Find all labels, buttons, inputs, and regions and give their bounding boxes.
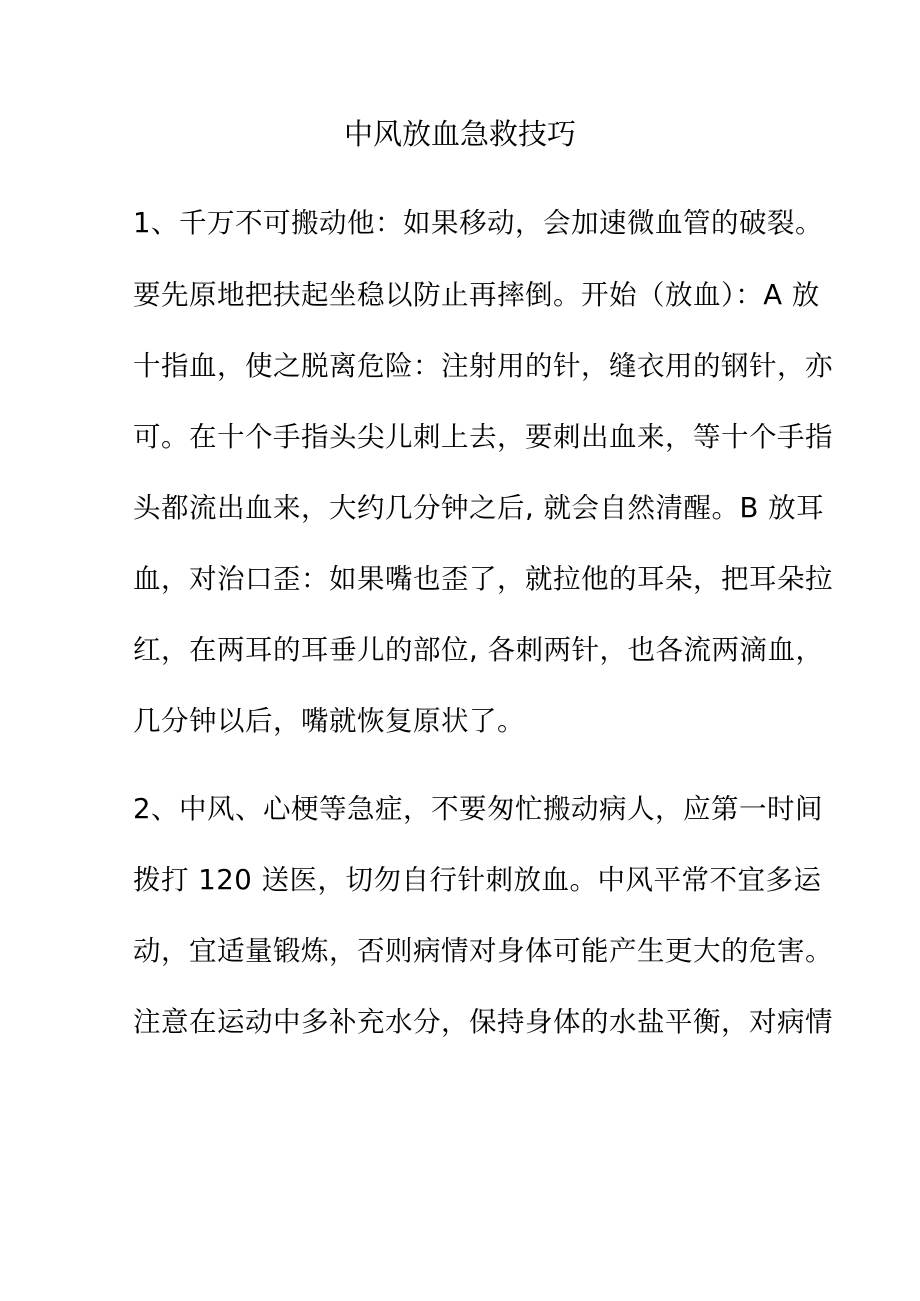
text-line: 几分钟以后，嘴就恢复原状了。 [133,705,525,737]
text-line: 红，在两耳的耳垂儿的部位, 各刺两针，也各流两滴血， [133,634,824,666]
text-line: 1、千万不可搬动他：如果移动，会加速微血管的破裂。 [133,207,823,239]
text-line: 注意在运动中多补充水分，保持身体的水盐平衡，对病情 [133,1006,833,1038]
text-line: 要先原地把扶起坐稳以防止再摔倒。开始（放血）：A 放 [133,279,820,311]
text-line: 可。在十个手指头尖儿刺上去，要刺出血来，等十个手指 [133,421,833,453]
text-line: 2、中风、心梗等急症，不要匆忙搬动病人，应第一时间 [133,793,823,825]
text-line: 拨打 120 送医，切勿自行针刺放血。中风平常不宜多运 [133,864,822,896]
text-line: 血，对治口歪：如果嘴也歪了，就拉他的耳朵，把耳朵拉 [133,563,833,595]
document-title: 中风放血急救技巧 [343,117,576,151]
text-line: 十指血，使之脱离危险：注射用的针，缝衣用的钢针，亦 [133,350,833,382]
text-line: 动，宜适量锻炼，否则病情对身体可能产生更大的危害。 [133,935,833,967]
text-line: 头都流出血来，大约几分钟之后, 就会自然清醒。B 放耳 [133,492,825,524]
